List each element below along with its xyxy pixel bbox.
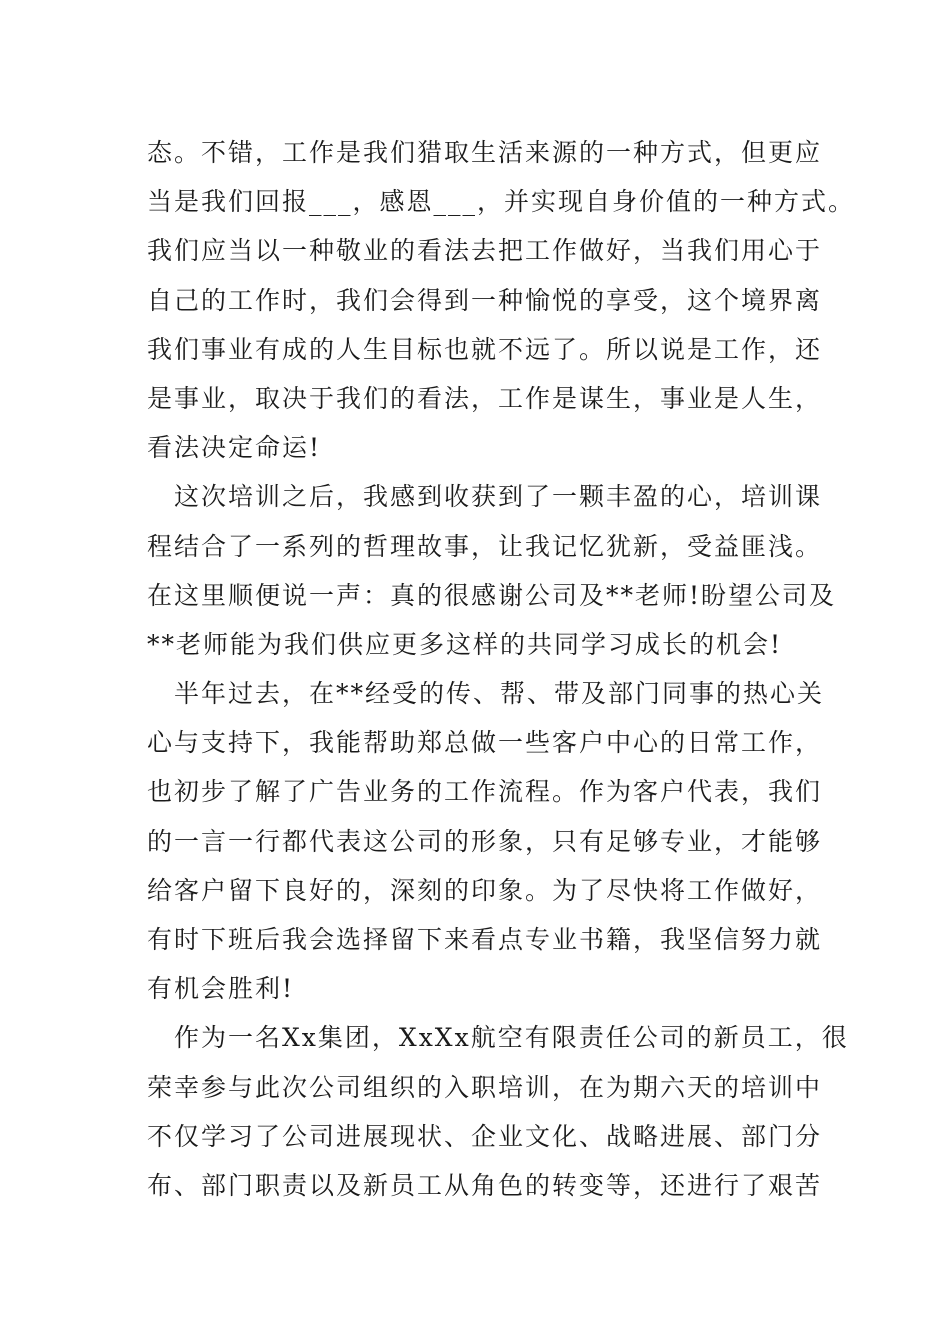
text-line: 布、部门职责以及新员工从角色的转变等，还进行了艰苦 [147, 1170, 823, 1200]
text-line: 的一言一行都代表这公司的形象，只有足够专业，才能够 [147, 826, 823, 856]
text-line: 心与支持下，我能帮助郑总做一些客户中心的日常工作， [147, 728, 823, 758]
document-body [147, 128, 856, 1210]
paragraph-first-line: 这次培训之后，我感到收获到了一颗丰盈的心，培训课 [174, 482, 823, 512]
text-line: 有时下班后我会选择留下来看点专业书籍，我坚信努力就 [147, 925, 823, 954]
text-line: 程结合了一系列的哲理故事，让我记忆犹新，受益匪浅。 [147, 531, 823, 561]
text-line: **老师能为我们供应更多这样的共同学习成长的机会! [147, 629, 783, 659]
text-line: 当是我们回报___，感恩___，并实现自身价值的一种方式。 [147, 187, 856, 217]
text-line: 在这里顺便说一声：真的很感谢公司及**老师!盼望公司及 [147, 580, 837, 610]
text-line: 态。不错，工作是我们猎取生活来源的一种方式，但更应 [147, 138, 823, 167]
text-line: 给客户留下良好的，深刻的印象。为了尽快将工作做好， [147, 875, 823, 905]
text-line: 自己的工作时，我们会得到一种愉悦的享受，这个境界离 [147, 285, 823, 315]
text-line: 不仅学习了公司进展现状、企业文化、战略进展、部门分 [147, 1121, 823, 1151]
text-line: 我们应当以一种敬业的看法去把工作做好，当我们用心于 [147, 236, 823, 266]
text-line: 也初步了解了广告业务的工作流程。作为客户代表，我们 [147, 777, 823, 807]
text-line: 我们事业有成的人生目标也就不远了。所以说是工作，还 [147, 334, 823, 364]
text-line: 看法决定命运! [147, 433, 322, 463]
text-line: 是事业，取决于我们的看法，工作是谋生，事业是人生， [147, 383, 823, 413]
text-line: 荣幸参与此次公司组织的入职培训，在为期六天的培训中 [147, 1072, 823, 1102]
text-line: 有机会胜利! [147, 974, 295, 1004]
paragraph-first-line: 作为一名Xx集团，XxXx航空有限责任公司的新员工，很 [174, 1023, 849, 1053]
paragraph-first-line: 半年过去，在**经受的传、帮、带及部门同事的热心关 [174, 679, 825, 709]
